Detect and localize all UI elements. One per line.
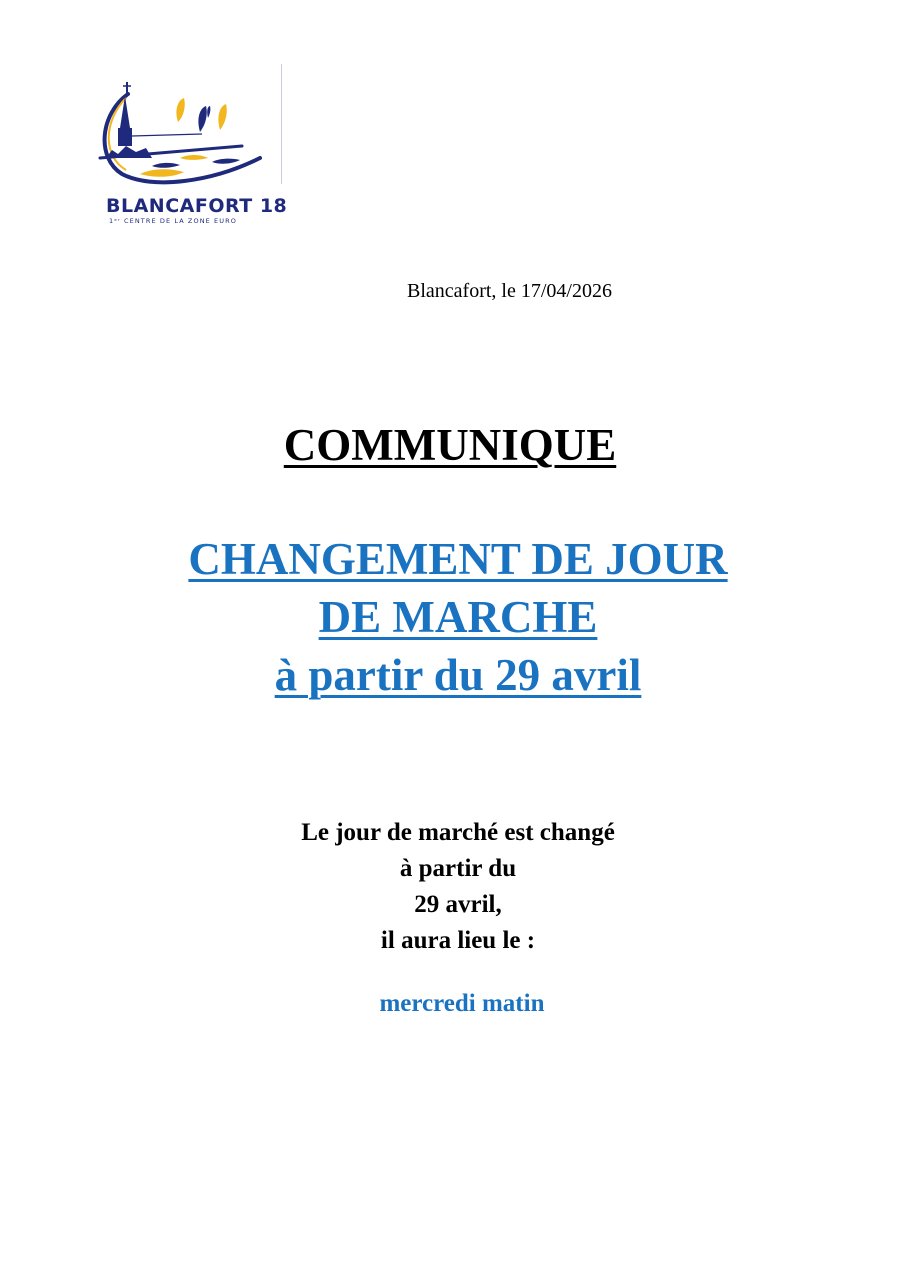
market-day: mercredi matin	[379, 990, 545, 1017]
headline	[0, 530, 900, 704]
date-line: Blancafort, le 17/04/2026	[407, 280, 612, 302]
body-line: à partir du	[399, 855, 517, 882]
headline-line: CHANGEMENT DE JOUR	[188, 534, 728, 584]
document-title: COMMUNIQUE	[283, 420, 617, 470]
body-line: 29 avril,	[414, 891, 502, 918]
blancafort-logo	[92, 62, 292, 232]
announcement-body	[0, 815, 900, 959]
logo-edge-line	[281, 64, 282, 184]
headline-line: à partir du 29 avril	[274, 650, 642, 700]
headline-line: DE MARCHE	[318, 592, 598, 642]
body-line: Le jour de marché est changé	[301, 819, 615, 846]
logo-tagline: 1ᵉʳ CENTRE DE LA ZONE EURO	[109, 217, 237, 225]
logo-emblem-icon	[92, 62, 282, 194]
body-line: il aura lieu le :	[380, 927, 536, 954]
logo-name: BLANCAFORT 18	[106, 195, 288, 217]
